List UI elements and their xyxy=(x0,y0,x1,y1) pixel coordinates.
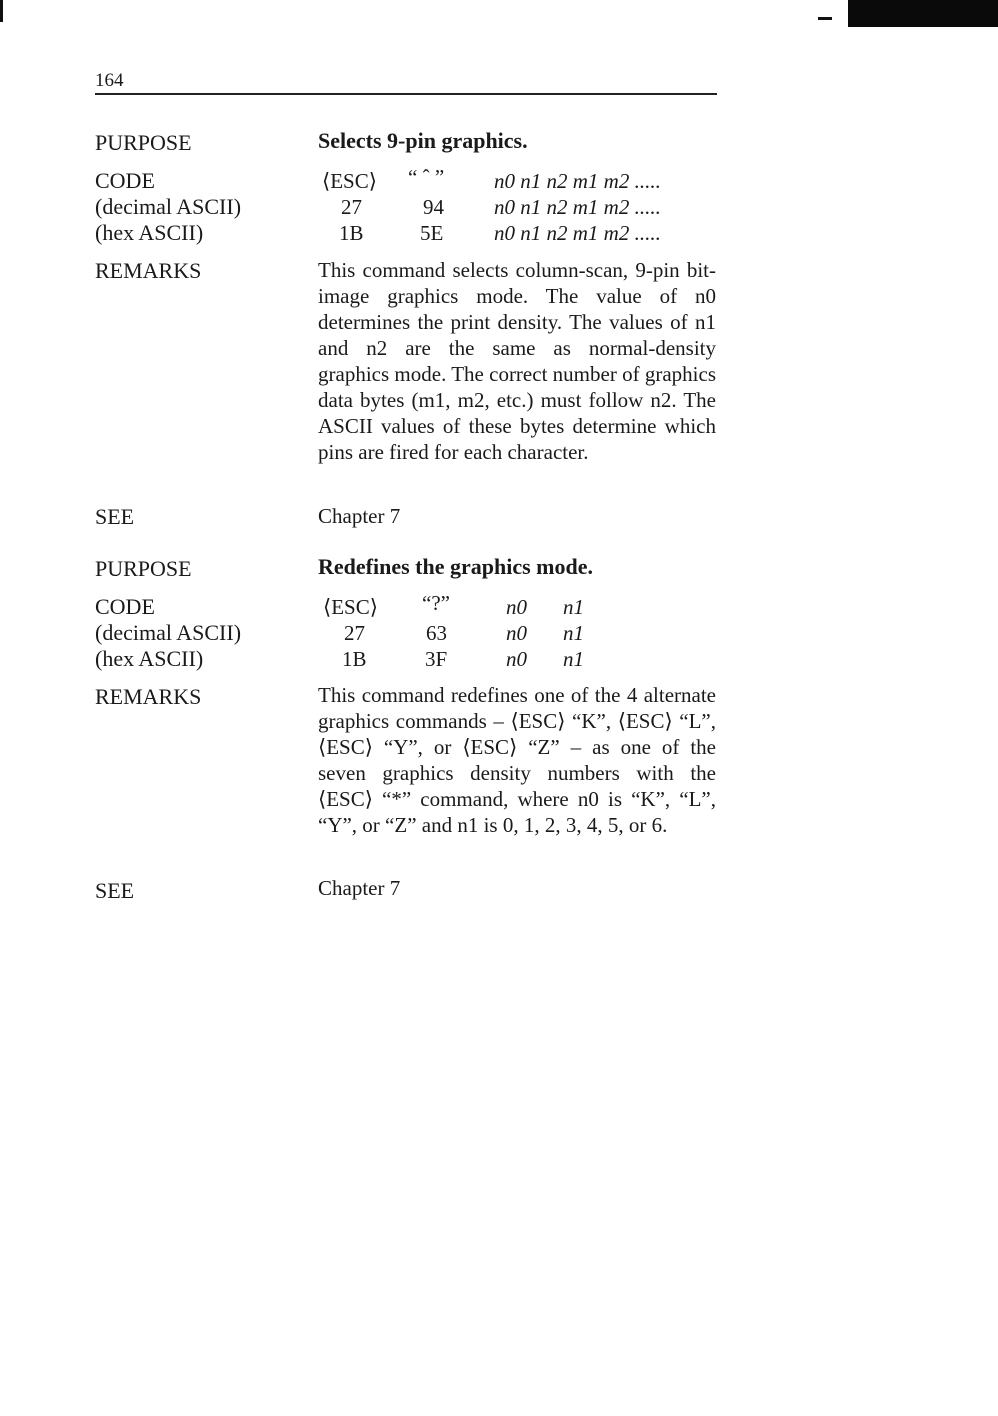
code-param-n1: n1 xyxy=(563,595,584,619)
hex-ascii-label: (hex ASCII) xyxy=(95,220,204,245)
hex-char: 3F xyxy=(425,647,448,671)
header-rule xyxy=(95,93,717,95)
code-params: n0 n1 n2 m1 m2 ..... xyxy=(494,169,661,193)
purpose-text: Selects 9-pin graphics. xyxy=(318,128,528,153)
purpose-label: PURPOSE xyxy=(95,130,192,155)
decimal-param-n0: n0 xyxy=(506,621,527,645)
remarks-text xyxy=(318,682,716,838)
code-char: “?” xyxy=(422,591,450,615)
purpose-label: PURPOSE xyxy=(95,556,192,581)
code-label: CODE xyxy=(95,168,155,193)
decimal-param-n1: n1 xyxy=(563,621,584,645)
hex-esc: 1B xyxy=(339,221,364,245)
code-param-n0: n0 xyxy=(506,595,527,619)
remarks-paragraph: This command redefines one of the 4 alternate graphics commands – ⟨ESC⟩ “K”, ⟨ESC⟩ “L”, ⟨ESC⟩ “Y”, or ⟨ESC⟩ “Z” – as one of the seven graphics density numbers with the ⟨ESC⟩ “*” command, where n0 is “K”, “L”, “Y”, or “Z” and n1 is 0, 1, 2, 3, 4, 5, or 6. xyxy=(318,683,716,837)
code-esc: ⟨ESC⟩ xyxy=(322,169,377,193)
remarks-text xyxy=(318,257,716,465)
scan-black-bar xyxy=(848,0,998,27)
see-label: SEE xyxy=(95,878,135,903)
decimal-ascii-label: (decimal ASCII) xyxy=(95,620,242,645)
decimal-char: 63 xyxy=(426,621,447,645)
code-esc: ⟨ESC⟩ xyxy=(323,595,378,619)
hex-param-n0: n0 xyxy=(506,647,527,671)
decimal-char: 94 xyxy=(423,195,444,219)
see-reference: Chapter 7 xyxy=(318,504,401,528)
remarks-label: REMARKS xyxy=(95,258,202,283)
decimal-ascii-label: (decimal ASCII) xyxy=(95,194,242,219)
purpose-text: Redefines the graphics mode. xyxy=(318,554,593,579)
scan-edge-mark xyxy=(0,0,3,22)
hex-ascii-label: (hex ASCII) xyxy=(95,646,204,671)
scan-dash-mark xyxy=(818,17,832,20)
see-label: SEE xyxy=(95,504,135,529)
remarks-paragraph: This command selects column-scan, 9-pin bit-image graphics mode. The value of n0 determines the print density. The values of n1 and n2 are the same as normal-density graphics mode. The correct number of graphics data bytes (m1, m2, etc.) must follow n2. The ASCII values of these bytes determine which pins are fired for each character. xyxy=(318,258,716,464)
hex-char: 5E xyxy=(420,221,444,245)
decimal-esc: 27 xyxy=(344,621,365,645)
decimal-params: n0 n1 n2 m1 m2 ..... xyxy=(494,195,661,219)
see-reference: Chapter 7 xyxy=(318,876,401,900)
remarks-label: REMARKS xyxy=(95,684,202,709)
code-label: CODE xyxy=(95,594,155,619)
hex-params: n0 n1 n2 m1 m2 ..... xyxy=(494,221,661,245)
code-char: “ ˆ ” xyxy=(408,165,445,189)
hex-param-n1: n1 xyxy=(563,647,584,671)
decimal-esc: 27 xyxy=(341,195,362,219)
page-number: 164 xyxy=(95,70,124,91)
hex-esc: 1B xyxy=(342,647,367,671)
